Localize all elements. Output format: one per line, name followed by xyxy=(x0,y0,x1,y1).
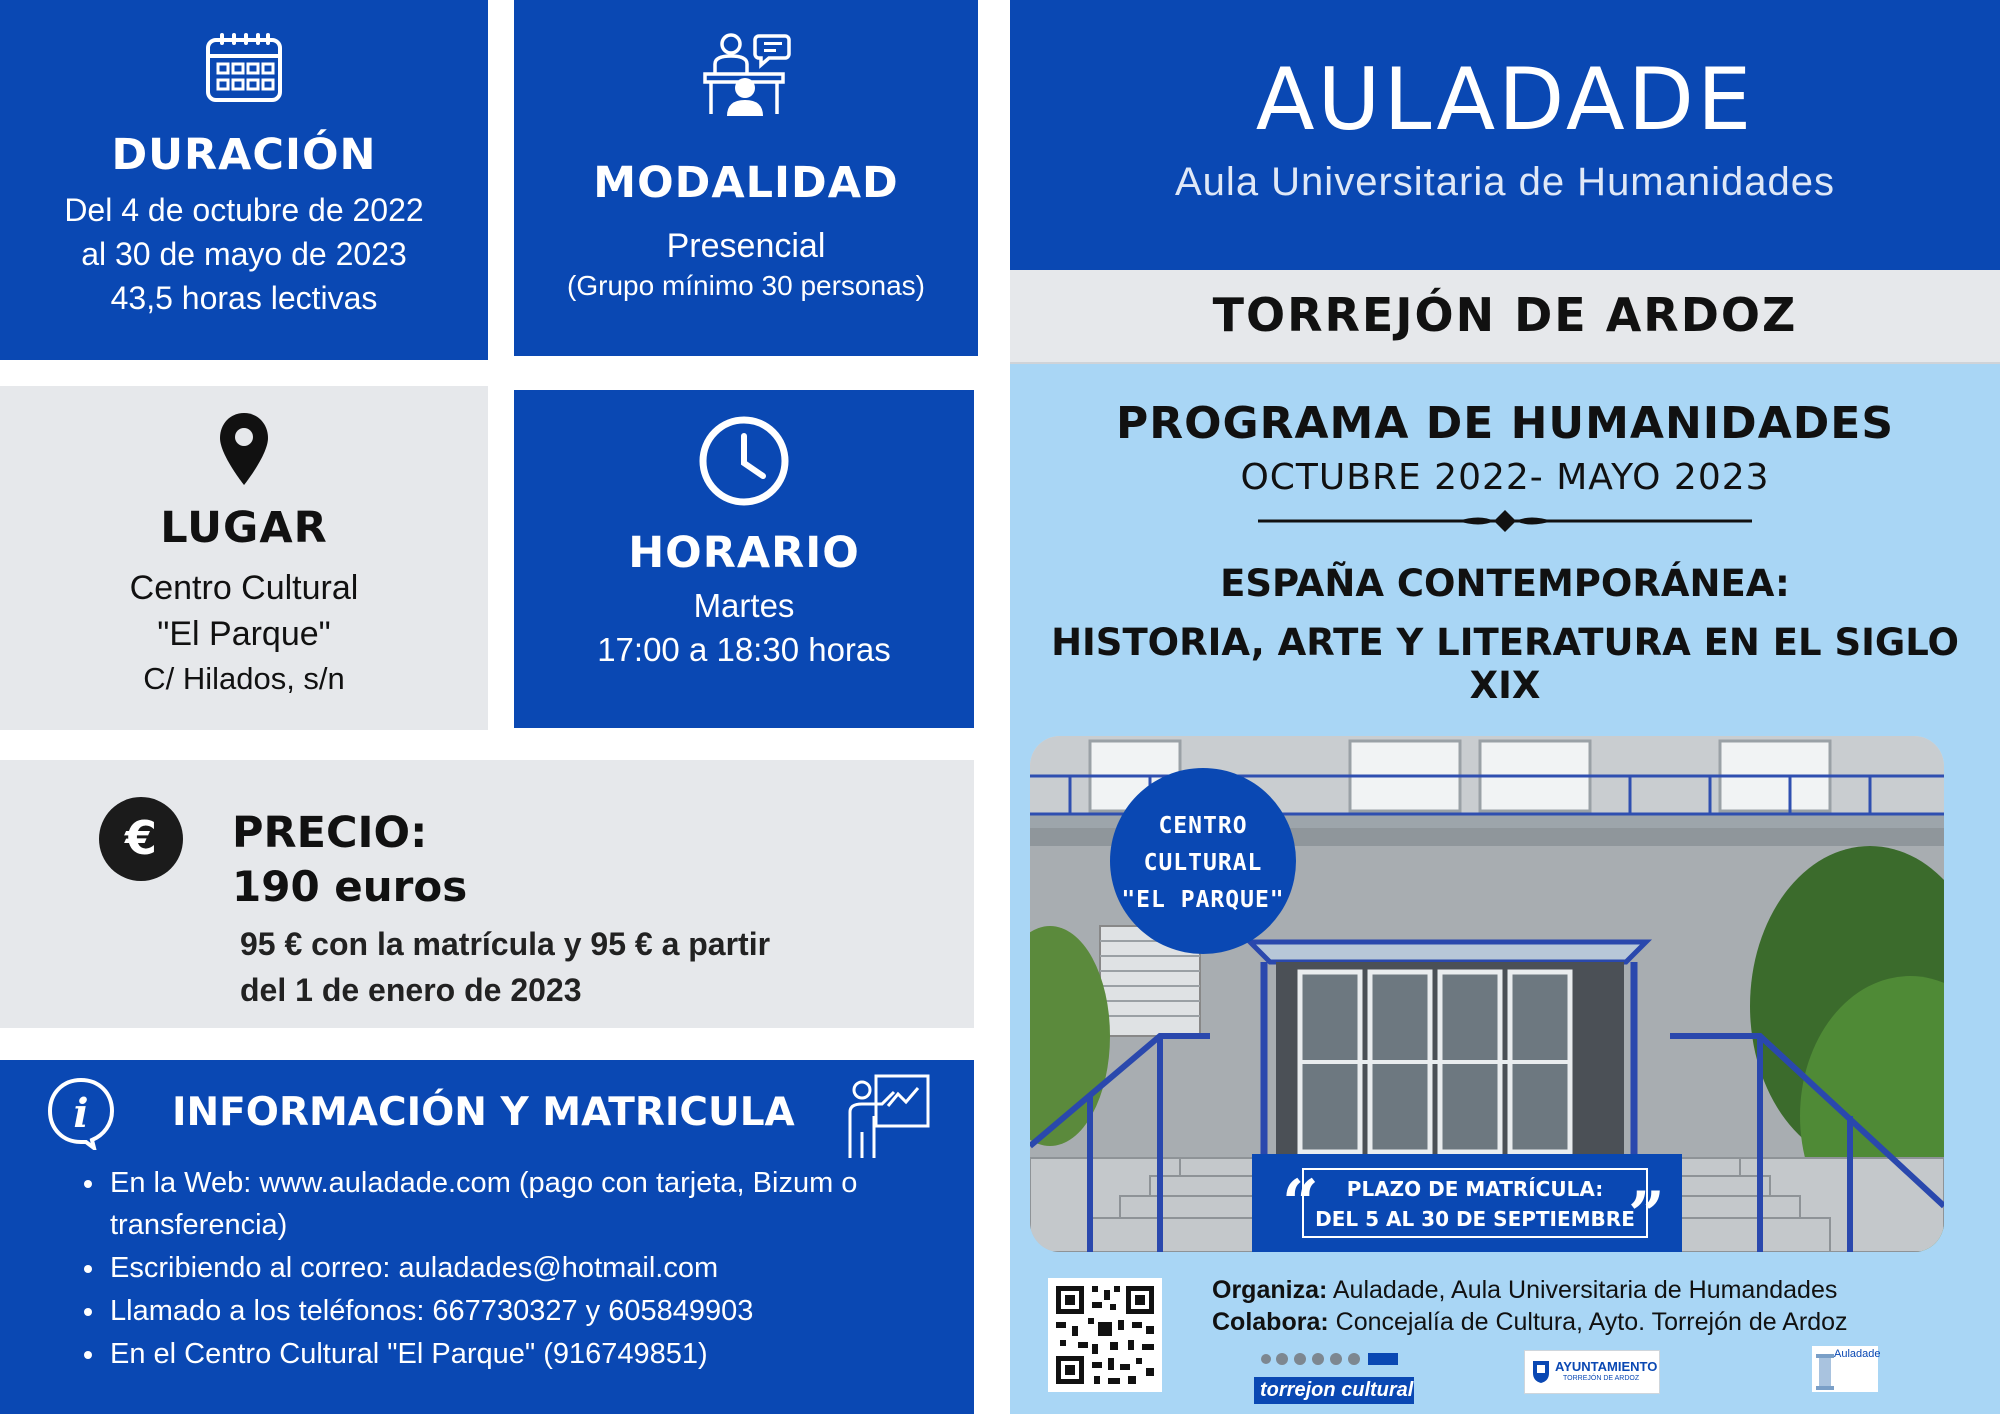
info-title: INFORMACIÓN Y MATRICULA xyxy=(172,1090,795,1135)
horario-hours: 17:00 a 18:30 horas xyxy=(597,631,891,668)
duracion-line-3: 43,5 horas lectivas xyxy=(110,280,378,316)
course-line-1: ESPAÑA CONTEMPORÁNEA: xyxy=(1220,562,1790,605)
modalidad-note: (Grupo mínimo 30 personas) xyxy=(567,270,925,301)
program-title: PROGRAMA DE HUMANIDADES xyxy=(1115,398,1895,449)
info-item-email[interactable]: Escribiendo al correo: auladades@hotmail.com xyxy=(62,1247,952,1289)
teacher-board-icon xyxy=(842,1072,932,1162)
sponsor-icons-strip xyxy=(1254,1350,1414,1368)
lugar-title: LUGAR xyxy=(160,503,328,553)
svg-text:i: i xyxy=(73,1090,89,1137)
close-quote-icon: ” xyxy=(1628,1178,1665,1252)
credits xyxy=(1212,1274,1848,1338)
classroom-icon xyxy=(701,30,791,120)
lugar-line-1: Centro Cultural xyxy=(129,569,359,607)
precio-title: PRECIO: xyxy=(232,808,428,858)
logo-2-text: AYUNTAMIENTO xyxy=(1555,1359,1658,1374)
ornament-divider xyxy=(1258,508,1752,534)
organiza-value: Auladade, Aula Universitaria de Humandades xyxy=(1332,1276,1838,1304)
course-line-2: HISTORIA, ARTE Y LITERATURA EN EL SIGLO XIX xyxy=(1051,621,1959,707)
calendar-icon xyxy=(204,30,284,104)
horario-panel xyxy=(514,390,974,728)
logo-2-sub: TORREJÓN DE ARDOZ xyxy=(1563,1375,1640,1382)
brand-header xyxy=(1010,0,2000,270)
horario-title: HORARIO xyxy=(628,528,860,578)
city-name: TORREJÓN DE ARDOZ xyxy=(1212,288,1798,342)
info-item-web[interactable]: En la Web: www.auladade.com (pago con tarjeta, Bizum o transferencia) xyxy=(62,1162,952,1246)
plazo-box xyxy=(1252,1154,1682,1252)
precio-amount: 190 euros xyxy=(232,862,468,911)
info-item-centro: En el Centro Cultural "El Parque" (916749851) xyxy=(62,1333,952,1375)
city-bar xyxy=(1010,270,2000,364)
clock-icon xyxy=(697,414,791,508)
column-icon xyxy=(1814,1352,1836,1390)
euro-icon xyxy=(98,796,184,882)
logo-3-text: Auladade xyxy=(1834,1348,1881,1360)
modalidad-panel xyxy=(514,0,978,356)
horario-day: Martes xyxy=(693,587,795,624)
program-heading xyxy=(1010,398,2000,707)
precio-detail-2: del 1 de enero de 2023 xyxy=(240,972,582,1008)
info-panel xyxy=(0,1060,974,1414)
lugar-panel xyxy=(0,386,488,730)
torrejon-cultural-logo xyxy=(1254,1350,1414,1404)
modalidad-type: Presencial xyxy=(666,227,826,265)
auladade-logo xyxy=(1812,1346,1881,1392)
precio-detail-1: 95 € con la matrícula y 95 € a partir xyxy=(240,926,771,962)
colabora-value: Concejalía de Cultura, Ayto. Torrejón de Ardoz xyxy=(1335,1308,1848,1336)
colabora-label: Colabora: xyxy=(1212,1308,1329,1336)
organiza-label: Organiza: xyxy=(1212,1276,1328,1304)
coat-of-arms-icon xyxy=(1531,1359,1551,1385)
modalidad-title: MODALIDAD xyxy=(593,158,899,208)
lugar-line-2: "El Parque" xyxy=(157,615,331,653)
badge-line-3: "EL PARQUE" xyxy=(1121,887,1285,913)
duracion-title: DURACIÓN xyxy=(111,130,377,180)
building-photo xyxy=(1030,736,1944,1252)
precio-panel xyxy=(0,760,974,1028)
program-dates: OCTUBRE 2022- MAYO 2023 xyxy=(1240,457,1770,498)
lugar-line-3: C/ Hilados, s/n xyxy=(143,661,345,696)
brand-name: AULADADE xyxy=(1255,50,1755,150)
ayuntamiento-logo xyxy=(1524,1350,1660,1394)
info-icon xyxy=(46,1076,116,1150)
location-pin-icon xyxy=(218,411,270,487)
duracion-line-1: Del 4 de octubre de 2022 xyxy=(64,192,424,228)
duracion-panel xyxy=(0,0,488,360)
qr-code[interactable] xyxy=(1048,1278,1162,1392)
centro-cultural-badge xyxy=(1110,768,1296,954)
logo-1-text: torrejon cultural xyxy=(1254,1377,1414,1404)
badge-line-1: CENTRO xyxy=(1158,813,1248,839)
plazo-line-2: DEL 5 AL 30 DE SEPTIEMBRE xyxy=(1315,1207,1635,1231)
plazo-line-1: PLAZO DE MATRÍCULA: xyxy=(1346,1177,1604,1201)
brand-subtitle: Aula Universitaria de Humanidades xyxy=(1175,160,1835,204)
duracion-line-2: al 30 de mayo de 2023 xyxy=(81,236,407,272)
open-quote-icon: “ xyxy=(1282,1166,1319,1241)
info-item-phones[interactable]: Llamado a los teléfonos: 667730327 y 605849903 xyxy=(62,1290,952,1332)
badge-line-2: CULTURAL xyxy=(1143,850,1263,876)
svg-text:€: € xyxy=(124,811,158,865)
